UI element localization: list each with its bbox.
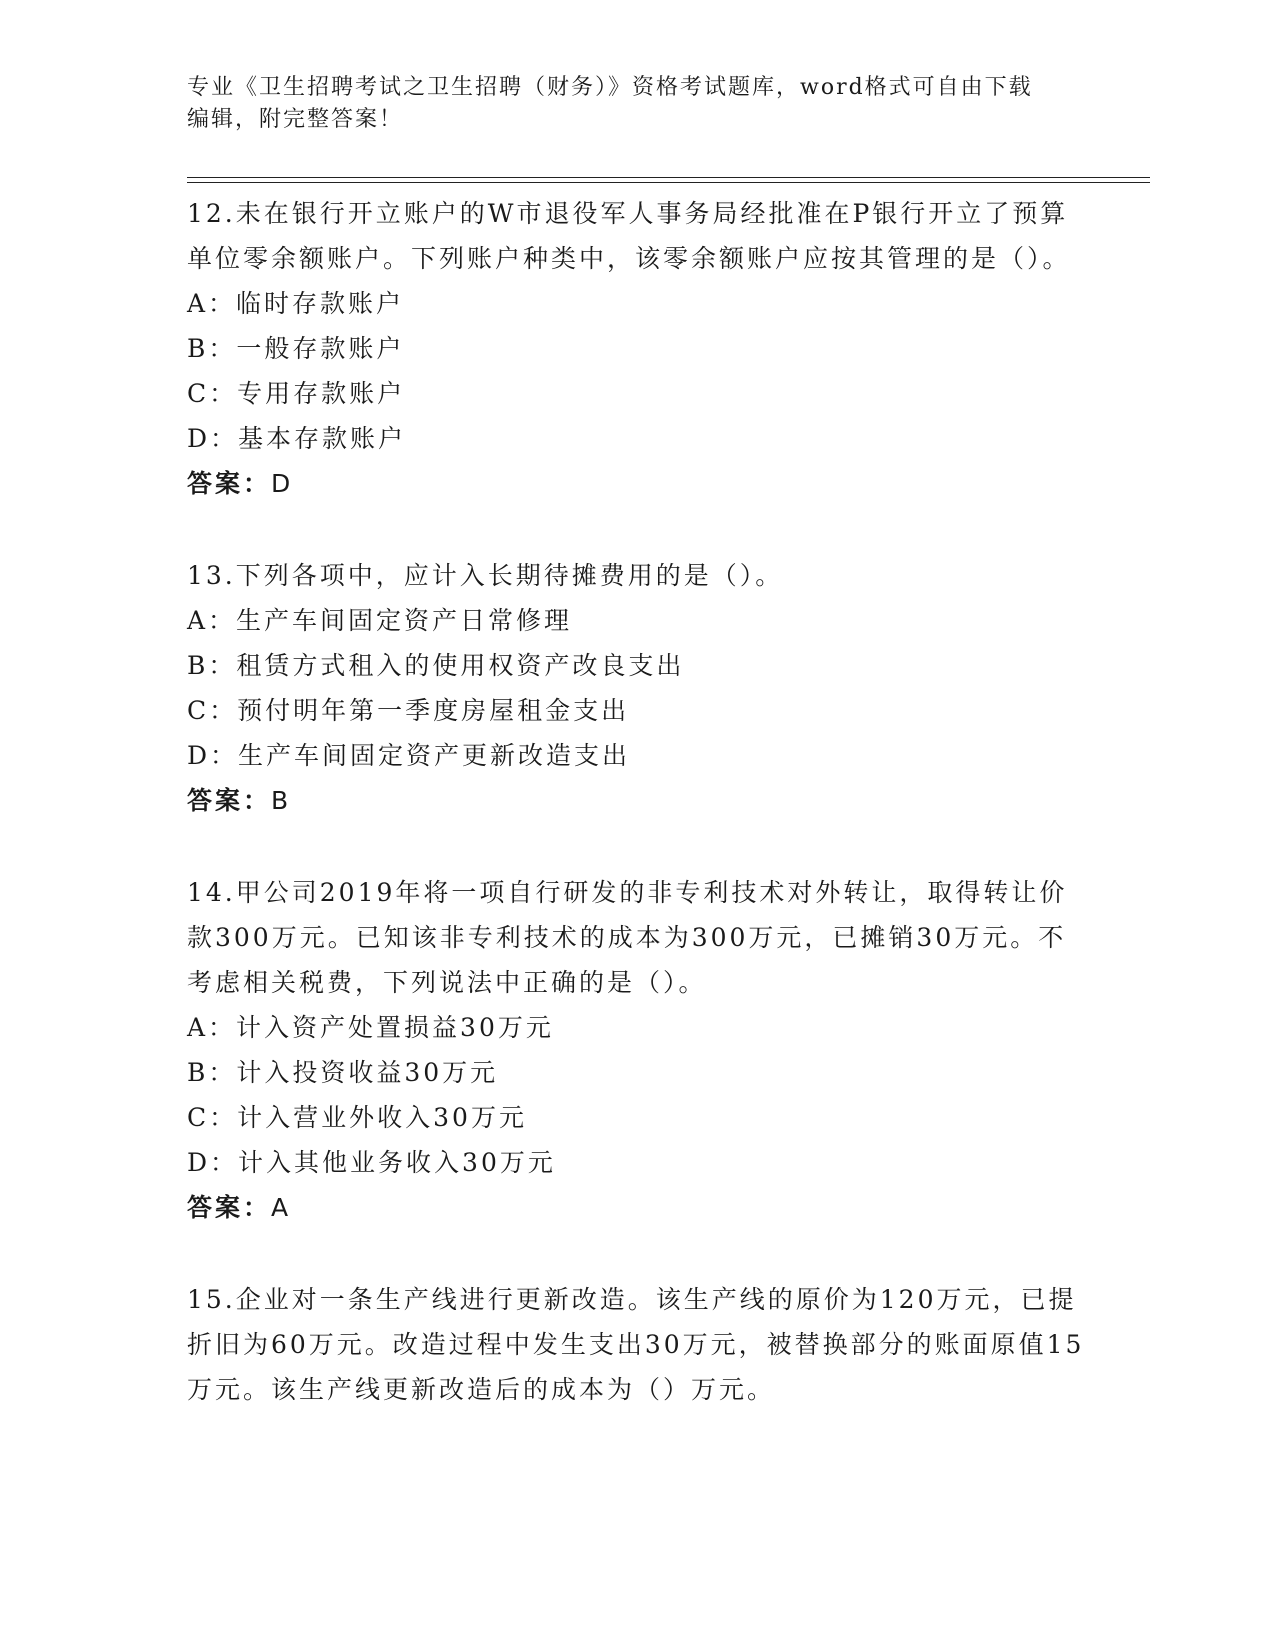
question-text: 15.企业对一条生产线进行更新改造。该生产线的原价为120万元，已提折旧为60万元。改造过程中发生支出30万元，被替换部分的账面原值15万元。该生产线更新改造后的成本为（）万元。 [187,1285,1085,1404]
question-14 [187,870,1087,1230]
intro-line-1: 专业《卫生招聘考试之卫生招聘（财务）》资格考试题库，word格式可自由下载 [187,75,1033,100]
answer-line [187,778,1087,823]
header-divider-top [187,177,1150,178]
option-b: B：计入投资收益30万元 [187,1058,499,1087]
answer-value: D [271,469,292,498]
question-text: 14.甲公司2019年将一项自行研发的非专利技术对外转让，取得转让价款300万元。已知该非专利技术的成本为300万元，已摊销30万元。不考虑相关税费，下列说法中正确的是（）。 [187,878,1068,997]
question-text: 12.未在银行开立账户的W市退役军人事务局经批准在P银行开立了预算单位零余额账户。下列账户种类中，该零余额账户应按其管理的是（）。 [187,199,1071,273]
question-text: 13.下列各项中，应计入长期待摊费用的是（）。 [187,561,784,590]
answer-value: A [271,1193,290,1222]
option-a: A：临时存款账户 [187,289,405,318]
intro-line-2: 编辑，附完整答案！ [187,107,404,132]
option-d: D：计入其他业务收入30万元 [187,1148,556,1177]
option-d: D：生产车间固定资产更新改造支出 [187,741,631,770]
option-b: B：租赁方式租入的使用权资产改良支出 [187,651,685,680]
header-divider-bottom [187,182,1150,183]
question-12 [187,191,1087,506]
option-c: C：计入营业外收入30万元 [187,1103,527,1132]
option-d: D：基本存款账户 [187,424,407,453]
question-13 [187,553,1087,823]
answer-label: 答案： [187,786,272,815]
question-15 [187,1277,1087,1412]
answer-value: B [271,786,290,815]
option-c: C：专用存款账户 [187,379,406,408]
option-b: B：一般存款账户 [187,334,405,363]
answer-label: 答案： [187,469,272,498]
answer-label: 答案： [187,1193,272,1222]
option-a: A：计入资产处置损益30万元 [187,1013,554,1042]
document-intro [187,72,1087,136]
answer-line [187,461,1087,506]
question-list [187,191,1087,1459]
answer-line [187,1185,1087,1230]
option-c: C：预付明年第一季度房屋租金支出 [187,696,630,725]
option-a: A：生产车间固定资产日常修理 [187,606,573,635]
